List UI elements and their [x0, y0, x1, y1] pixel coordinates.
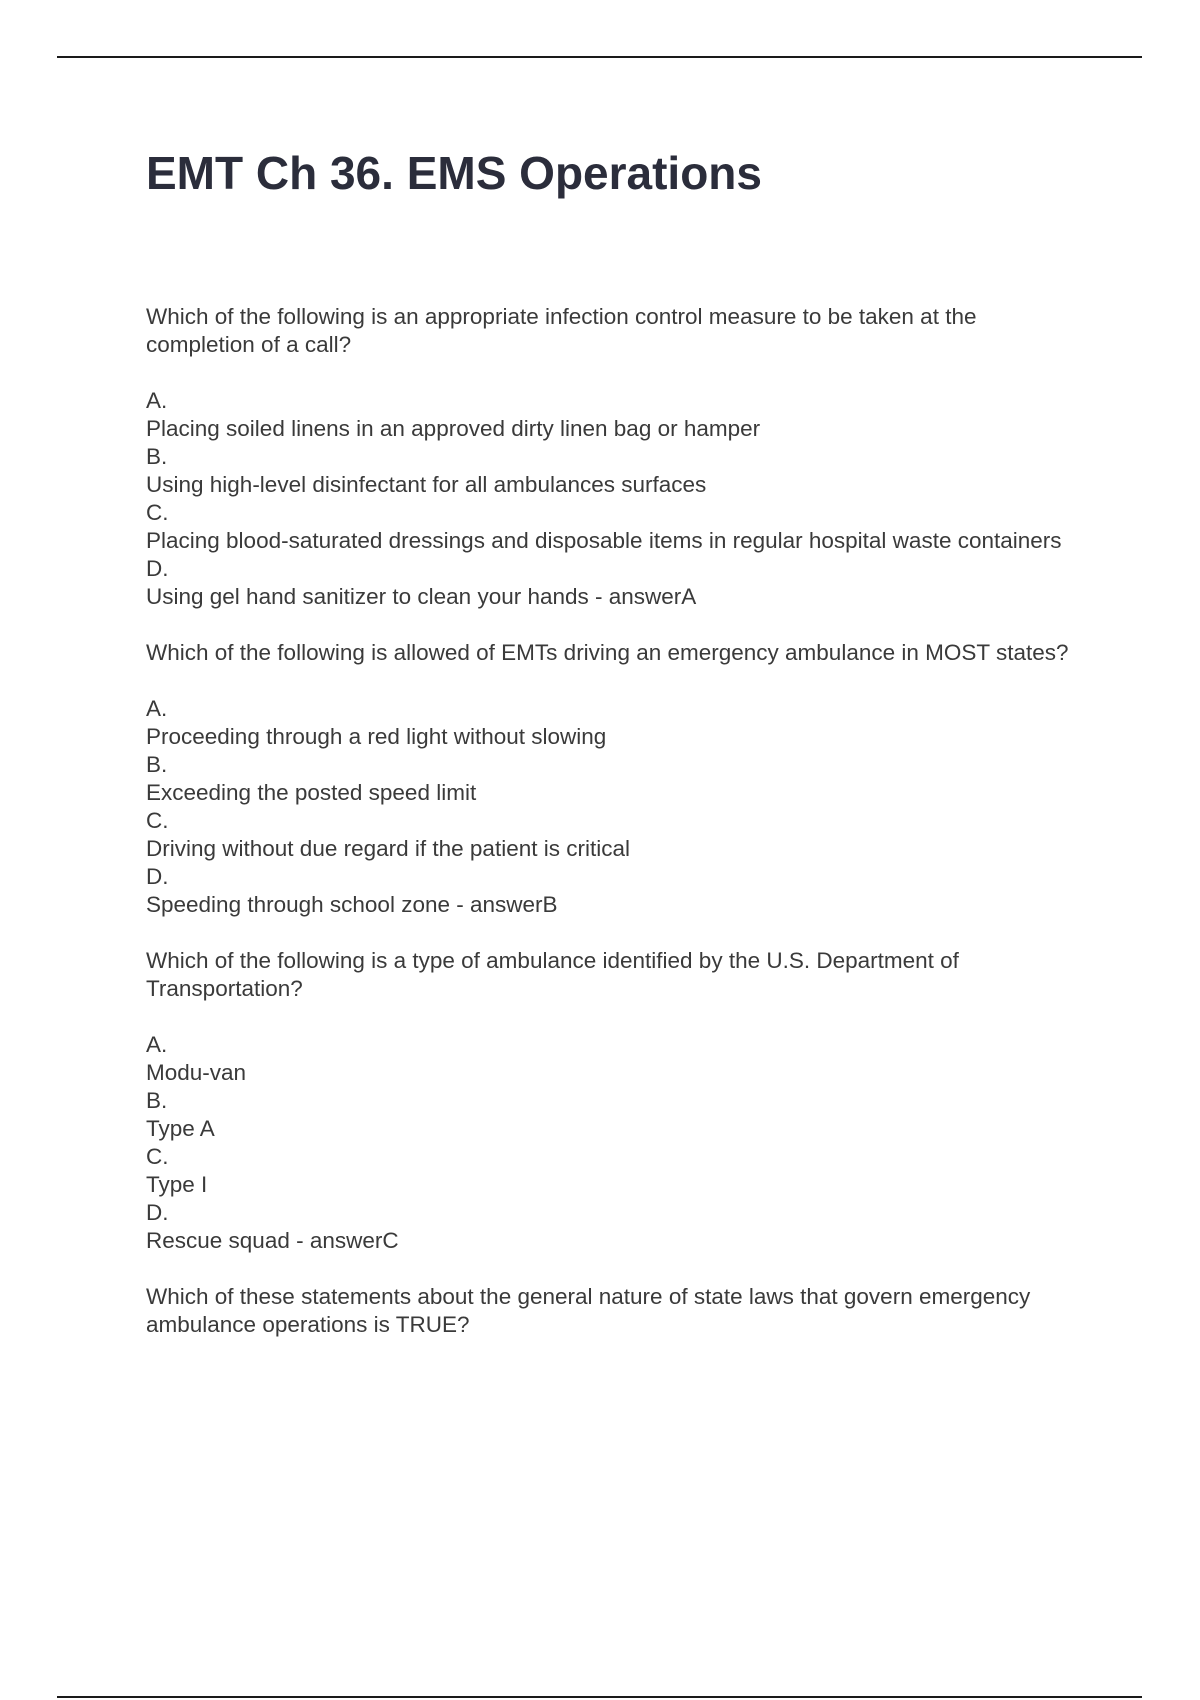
document-title: EMT Ch 36. EMS Operations	[146, 147, 762, 199]
option-text: Rescue squad - answerC	[146, 1228, 399, 1253]
option-text: Speeding through school zone - answerB	[146, 892, 558, 917]
option-letter: D.	[146, 864, 169, 889]
option-letter: B.	[146, 444, 168, 469]
option-text: Modu-van	[146, 1060, 247, 1085]
option-text: Using high-level disinfectant for all ambulances surfaces	[146, 472, 707, 497]
question-text: Which of the following is an appropriate infection control measure to be taken at the completion of a call?	[146, 304, 977, 357]
option-letter: A.	[146, 1032, 168, 1057]
option-letter: C.	[146, 500, 169, 525]
question-text: Which of these statements about the general nature of state laws that govern emergency ambulance operations is TRUE?	[146, 1284, 1031, 1337]
question-item	[146, 1283, 1086, 1339]
option-text: Type A	[146, 1116, 215, 1141]
option-letter: C.	[146, 808, 169, 833]
option-letter: D.	[146, 556, 169, 581]
option-text: Proceeding through a red light without slowing	[146, 724, 607, 749]
option-letter: B.	[146, 752, 168, 777]
top-rule	[57, 56, 1142, 58]
question-text: Which of the following is allowed of EMTs driving an emergency ambulance in MOST states?	[146, 640, 1069, 665]
option-text: Placing blood-saturated dressings and disposable items in regular hospital waste containers	[146, 528, 1062, 553]
option-text: Type I	[146, 1172, 208, 1197]
option-text: Using gel hand sanitizer to clean your hands - answerA	[146, 584, 697, 609]
question-item	[146, 639, 1086, 919]
question-text: Which of the following is a type of ambulance identified by the U.S. Department of Transportation?	[146, 948, 959, 1001]
option-letter: B.	[146, 1088, 168, 1113]
bottom-rule	[57, 1696, 1142, 1698]
option-letter: A.	[146, 388, 168, 413]
question-item	[146, 947, 1086, 1255]
option-text: Placing soiled linens in an approved dirty linen bag or hamper	[146, 416, 761, 441]
question-item	[146, 303, 1086, 611]
document-body	[146, 140, 1086, 1367]
option-text: Exceeding the posted speed limit	[146, 780, 477, 805]
option-letter: D.	[146, 1200, 169, 1225]
option-letter: C.	[146, 1144, 169, 1169]
question-list	[146, 303, 1086, 1339]
option-letter: A.	[146, 696, 168, 721]
option-text: Driving without due regard if the patient is critical	[146, 836, 630, 861]
